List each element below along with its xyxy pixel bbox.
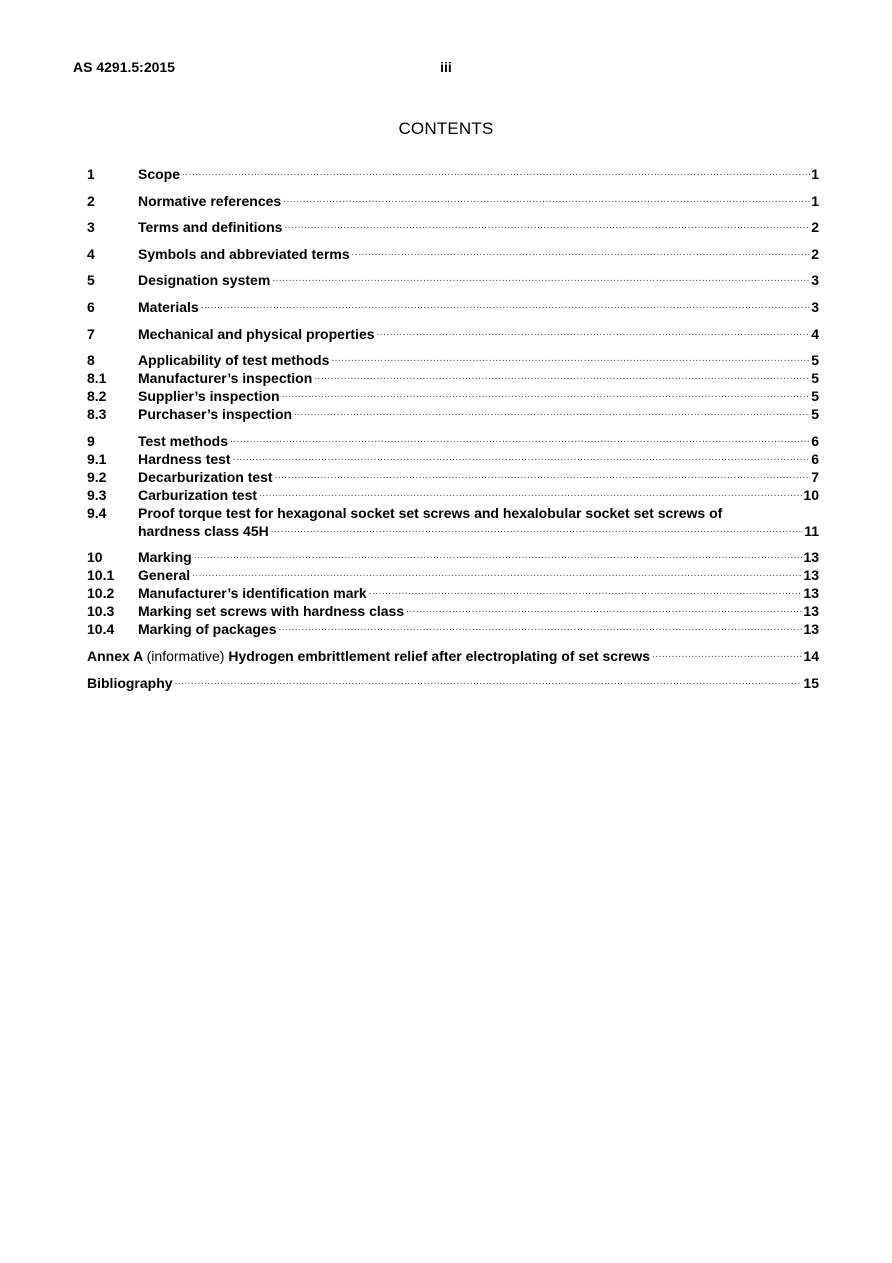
toc-page: 5 xyxy=(811,370,819,387)
toc-title: Hardness test xyxy=(138,450,231,467)
toc-title: Supplier’s inspection xyxy=(138,388,280,405)
toc-title: Mechanical and physical properties xyxy=(138,325,375,342)
page-number: iii xyxy=(440,59,452,75)
annex-type: (informative) xyxy=(146,647,225,664)
toc-page: 13 xyxy=(803,549,819,566)
toc-page: 6 xyxy=(811,450,819,467)
toc-entry-10-1[interactable] xyxy=(87,566,819,584)
toc-title: Test methods xyxy=(138,432,228,449)
toc-entry-8-1[interactable] xyxy=(87,369,819,387)
dot-leader xyxy=(279,621,803,635)
toc-entry-7[interactable] xyxy=(87,325,819,343)
dot-leader xyxy=(377,326,811,340)
toc-number: 5 xyxy=(87,272,95,289)
toc-title: Symbols and abbreviated terms xyxy=(138,245,350,262)
dot-leader xyxy=(352,246,811,260)
dot-leader xyxy=(652,648,802,662)
table-of-contents xyxy=(87,165,819,692)
toc-number: 8.1 xyxy=(87,370,107,387)
toc-title: Manufacturer’s identification mark xyxy=(138,585,367,602)
toc-title: Decarburization test xyxy=(138,468,273,485)
toc-number: 9.2 xyxy=(87,468,107,485)
toc-number: 3 xyxy=(87,219,95,236)
toc-title: Applicability of test methods xyxy=(138,352,330,369)
toc-title: Materials xyxy=(138,298,199,315)
toc-entry-9-2[interactable] xyxy=(87,468,819,486)
dot-leader xyxy=(406,603,802,617)
toc-number: 9.1 xyxy=(87,450,107,467)
toc-number: 4 xyxy=(87,245,95,262)
toc-title: Designation system xyxy=(138,272,271,289)
toc-page: 13 xyxy=(803,567,819,584)
dot-leader xyxy=(233,451,811,465)
toc-page: 13 xyxy=(803,585,819,602)
dot-leader xyxy=(282,388,811,402)
toc-entry-9[interactable] xyxy=(87,432,819,450)
toc-number: 6 xyxy=(87,298,95,315)
toc-entry-5[interactable] xyxy=(87,271,819,289)
toc-number: 1 xyxy=(87,166,95,182)
toc-entry-10-3[interactable] xyxy=(87,602,819,620)
toc-entry-2[interactable] xyxy=(87,192,819,210)
toc-page: 6 xyxy=(811,432,819,449)
dot-leader xyxy=(284,219,810,233)
toc-title: Terms and definitions xyxy=(138,219,283,236)
toc-number: 10.4 xyxy=(87,621,115,638)
toc-entry-8[interactable] xyxy=(87,351,819,369)
toc-page: 1 xyxy=(811,192,819,209)
dot-leader xyxy=(230,433,810,447)
toc-entry-4[interactable] xyxy=(87,245,819,263)
toc-page: 14 xyxy=(803,647,819,664)
dot-leader xyxy=(275,469,811,483)
toc-title: General xyxy=(138,567,191,584)
toc-number: 10 xyxy=(87,549,103,566)
toc-entry-10-2[interactable] xyxy=(87,584,819,602)
toc-title: Carburization test xyxy=(138,486,258,503)
toc-page: 4 xyxy=(811,325,819,342)
dot-leader xyxy=(192,567,802,581)
dot-leader xyxy=(331,352,810,366)
toc-entry-bibliography[interactable] xyxy=(87,674,819,692)
dot-leader xyxy=(201,299,811,313)
toc-number: 10.1 xyxy=(87,567,115,584)
toc-number: 10.2 xyxy=(87,585,115,602)
toc-page: 5 xyxy=(811,352,819,369)
toc-entry-10-4[interactable] xyxy=(87,620,819,638)
toc-entry-8-2[interactable] xyxy=(87,387,819,405)
annex-label: Annex A xyxy=(87,647,143,664)
dot-leader xyxy=(369,585,803,599)
contents-heading: CONTENTS xyxy=(398,119,494,138)
toc-number: 2 xyxy=(87,192,95,209)
dot-leader xyxy=(194,549,803,563)
toc-page: 11 xyxy=(804,522,819,539)
toc-entry-annex-a[interactable] xyxy=(87,647,819,665)
dot-leader xyxy=(259,487,802,501)
toc-entry-9-1[interactable] xyxy=(87,450,819,468)
toc-page: 3 xyxy=(811,272,819,289)
toc-page: 2 xyxy=(811,245,819,262)
toc-title: Normative references xyxy=(138,192,282,209)
toc-page: 13 xyxy=(803,603,819,620)
toc-page: 15 xyxy=(803,674,819,691)
toc-page: 5 xyxy=(811,406,819,423)
toc-title: Scope xyxy=(138,166,181,182)
toc-page: 7 xyxy=(811,468,819,485)
dot-leader xyxy=(175,675,803,689)
dot-leader xyxy=(271,523,803,537)
toc-number: 9.3 xyxy=(87,486,107,503)
annex-title: Hydrogen embrittlement relief after electroplating of set screws xyxy=(228,647,650,664)
toc-page: 3 xyxy=(811,298,819,315)
dot-leader xyxy=(314,370,810,384)
toc-page: 13 xyxy=(803,621,819,638)
toc-entry-9-4[interactable] xyxy=(87,504,819,540)
toc-title: Purchaser’s inspection xyxy=(138,406,293,423)
document-id: AS 4291.5:2015 xyxy=(73,59,175,75)
dot-leader xyxy=(294,406,810,420)
annex-heading xyxy=(87,647,650,665)
toc-number: 8 xyxy=(87,352,95,369)
toc-number: 8.3 xyxy=(87,406,107,423)
toc-entry-9-3[interactable] xyxy=(87,486,819,504)
toc-entry-1[interactable] xyxy=(87,165,819,183)
toc-number: 7 xyxy=(87,325,95,342)
dot-leader xyxy=(182,166,810,180)
toc-title: Bibliography xyxy=(87,674,173,691)
toc-number: 9 xyxy=(87,432,95,449)
dot-leader xyxy=(272,272,810,286)
toc-entry-8-3[interactable] xyxy=(87,405,819,423)
toc-title: Manufacturer’s inspection xyxy=(138,370,313,387)
toc-page: 10 xyxy=(803,486,819,503)
toc-title-line1: Proof torque test for hexagonal socket set screws and hexalobular socket set screws of xyxy=(138,504,723,521)
toc-number: 10.3 xyxy=(87,603,115,620)
toc-title: Marking xyxy=(138,549,192,566)
toc-page: 5 xyxy=(811,388,819,405)
toc-entry-3[interactable] xyxy=(87,218,819,236)
toc-entry-10[interactable] xyxy=(87,548,819,566)
toc-number: 8.2 xyxy=(87,388,107,405)
toc-number: 9.4 xyxy=(87,504,107,521)
toc-page: 1 xyxy=(811,166,819,182)
toc-title-line2: hardness class 45H xyxy=(138,522,269,539)
toc-title: Marking of packages xyxy=(138,621,277,638)
toc-page: 2 xyxy=(811,219,819,236)
dot-leader xyxy=(283,193,810,207)
toc-entry-6[interactable] xyxy=(87,298,819,316)
toc-title: Marking set screws with hardness class xyxy=(138,603,405,620)
